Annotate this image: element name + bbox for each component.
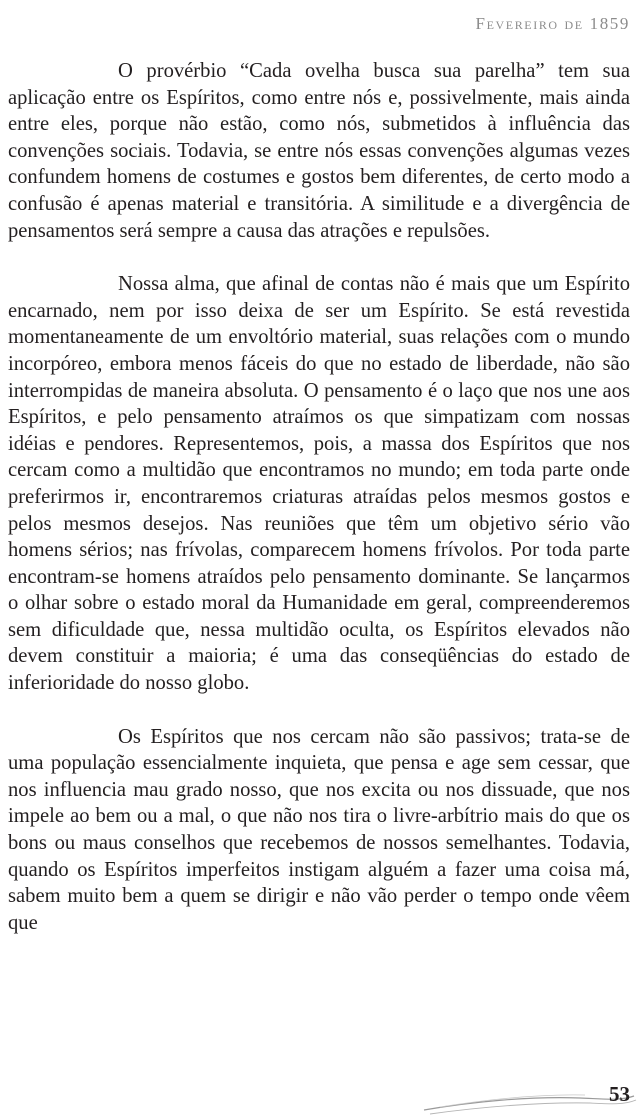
paragraph-3: Os Espíritos que nos cercam não são passivos; trata-se de uma população essencialmente inquieta, que pensa e age sem cessar, que nos influencia mau grado nosso, que nos excita ou nos dissuade, que nos impele ao bem ou a mal, o que não nos tira o livre-arbítrio mais do que os bons ou maus conselhos que recebemos de nossos semelhantes. Todavia, quando os Espíritos imperfeitos instigam alguém a fazer uma coisa má, sabem muito bem a quem se dirigir e não vão perder o tempo onde vêem que [8, 725, 630, 934]
paragraph-2: Nossa alma, que afinal de contas não é mais que um Espírito encarnado, nem por isso deixa de ser um Espírito. Se está revestida momentaneamente de um envoltório material, suas relações com o mundo incorpóreo, embora menos fáceis do que no estado de liberdade, não são interrompidas de maneira absoluta. O pensamento é o laço que nos une aos Espíritos, e pelo pensamento atraímos os que simpatizam com nossas idéias e pendores. Representemos, pois, a massa dos Espíritos que nos cercam como a multidão que encontramos no mundo; em toda parte onde preferirmos ir, encontraremos criaturas atraídas pelos mesmos gostos e pelos mesmos desejos. Nas reuniões que têm um objetivo sério vão homens sérios; nas frívolas, comparecem homens frívolos. Por toda parte encontram-se homens atraídos pelo pensamento dominante. Se lançarmos o olhar sobre o estado moral da Humanidade em geral, compreenderemos sem dificuldade que, nessa multidão oculta, os Espíritos elevados não devem constituir a maioria; é uma das conseqüências do estado de inferioridade do nosso globo. [8, 273, 630, 695]
paragraph-1: O provérbio “Cada ovelha busca sua parelha” tem sua aplicação entre os Espíritos, como entre nós e, possivelmente, mais ainda entre eles, porque não estão, como nós, submetidos à influência das convenções sociais. Todavia, se entre nós essas convenções algumas vezes confundem homens de costumes e gostos bem diferentes, de certo modo a confusão é apenas material e transitória. A similitude e a divergência de pensamentos será sempre a causa das atrações e repulsões. [8, 60, 630, 242]
running-head: Fevereiro de 1859 [475, 14, 630, 33]
folio-ornament-swoosh [420, 1090, 638, 1118]
body-text [8, 58, 630, 936]
page-number: 53 [609, 1082, 630, 1106]
